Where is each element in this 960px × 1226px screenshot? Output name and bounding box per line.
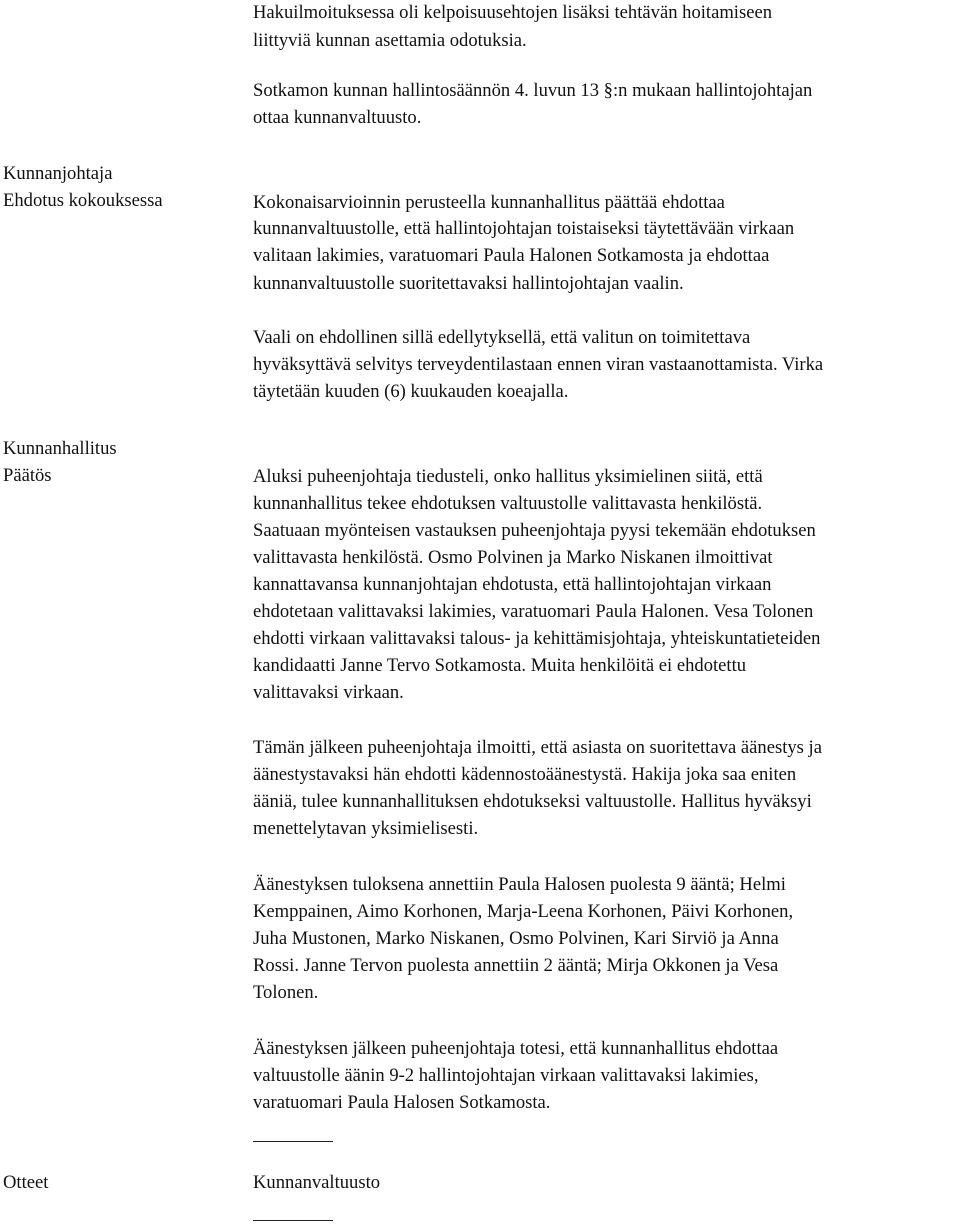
text-line: menettelytavan yksimielisesti. bbox=[253, 818, 479, 839]
text-line: kandidaatti Janne Tervo Sotkamosta. Muita henkilöitä ei ehdotettu bbox=[253, 655, 747, 676]
text-line: Aluksi puheenjohtaja tiedusteli, onko hallitus yksimielinen siitä, että bbox=[253, 466, 763, 487]
extract-recipient: Kunnanvaltuusto bbox=[253, 1172, 381, 1193]
text-line: hyväksyttävä selvitys terveydentilastaan ennen viran vastaanottamista. Virka bbox=[253, 354, 824, 375]
text-line: liittyviä kunnan asettamia odotuksia. bbox=[253, 30, 527, 51]
text-line: Hakuilmoituksessa oli kelpoisuusehtojen lisäksi tehtävän hoitamiseen bbox=[253, 2, 772, 23]
text-line: Tolonen. bbox=[253, 982, 319, 1003]
text-line: kunnanvaltuustolle suoritettavaksi hallintojohtajan vaalin. bbox=[253, 273, 684, 294]
proposal-heading: Ehdotus kokouksessa bbox=[3, 190, 163, 211]
text-line: Vaali on ehdollinen sillä edellytyksellä, että valitun on toimitettava bbox=[253, 327, 751, 348]
text-line: valtuustolle äänin 9-2 hallintojohtajan virkaan valittavaksi lakimies, bbox=[253, 1065, 759, 1086]
decision-maker-label: Kunnanhallitus bbox=[3, 438, 117, 459]
text-line: Rossi. Janne Tervon puolesta annettiin 2 ääntä; Mirja Okkonen ja Vesa bbox=[253, 955, 779, 976]
text-line: varatuomari Paula Halosen Sotkamosta. bbox=[253, 1092, 551, 1113]
text-line: Kemppainen, Aimo Korhonen, Marja-Leena Korhonen, Päivi Korhonen, bbox=[253, 901, 794, 922]
text-line: Äänestyksen jälkeen puheenjohtaja totesi, että kunnanhallitus ehdottaa bbox=[253, 1038, 779, 1059]
text-line: äänestystavaksi hän ehdotti kädennostoäänestystä. Hakija joka saa eniten bbox=[253, 764, 797, 785]
text-line: valitaan lakimies, varatuomari Paula Halonen Sotkamosta ja ehdottaa bbox=[253, 245, 770, 266]
separator-line bbox=[253, 1220, 333, 1221]
extracts-label: Otteet bbox=[3, 1172, 49, 1193]
text-line: kannattavansa kunnanjohtajan ehdotusta, että hallintojohtajan virkaan bbox=[253, 574, 772, 595]
text-line: Sotkamon kunnan hallintosäännön 4. luvun 13 §:n mukaan hallintojohtajan bbox=[253, 80, 813, 101]
text-line: valittavasta henkilöstä. Osmo Polvinen ja Marko Niskanen ilmoittivat bbox=[253, 547, 773, 568]
text-line: Kokonaisarvioinnin perusteella kunnanhallitus päättää ehdottaa bbox=[253, 192, 725, 213]
text-line: Juha Mustonen, Marko Niskanen, Osmo Polvinen, Kari Sirviö ja Anna bbox=[253, 928, 779, 949]
text-line: kunnanvaltuustolle, että hallintojohtajan toistaiseksi täytettävään virkaan bbox=[253, 218, 795, 239]
text-line: Saatuaan myönteisen vastauksen puheenjohtaja pyysi tekemään ehdotuksen bbox=[253, 520, 816, 541]
text-line: Äänestyksen tuloksena annettiin Paula Halosen puolesta 9 ääntä; Helmi bbox=[253, 874, 786, 895]
text-line: ehdotti virkaan valittavaksi talous- ja kehittämisjohtaja, yhteiskuntatieteiden bbox=[253, 628, 821, 649]
proposer-label: Kunnanjohtaja bbox=[3, 163, 113, 184]
text-line: kunnanhallitus tekee ehdotuksen valtuustolle valittavasta henkilöstä. bbox=[253, 493, 763, 514]
text-line: ääniä, tulee kunnanhallituksen ehdotukseksi valtuustolle. Hallitus hyväksyi bbox=[253, 791, 812, 812]
text-line: valittavaksi virkaan. bbox=[253, 682, 404, 703]
text-line: täytetään kuuden (6) kuukauden koeajalla. bbox=[253, 381, 569, 402]
text-line: ottaa kunnanvaltuusto. bbox=[253, 107, 422, 128]
decision-heading: Päätös bbox=[3, 465, 52, 486]
separator-line bbox=[253, 1141, 333, 1142]
text-line: ehdotetaan valittavaksi lakimies, varatuomari Paula Halonen. Vesa Tolonen bbox=[253, 601, 814, 622]
text-line: Tämän jälkeen puheenjohtaja ilmoitti, että asiasta on suoritettava äänestys ja bbox=[253, 737, 822, 758]
